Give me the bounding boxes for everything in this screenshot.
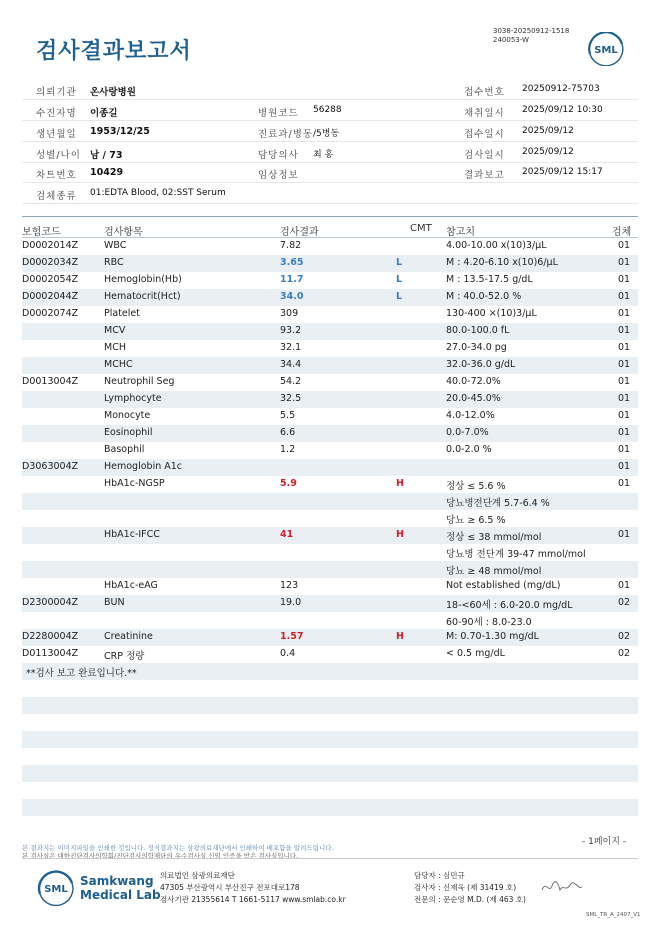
result-reference: 20.0-45.0% bbox=[446, 393, 501, 404]
result-specimen: 01 bbox=[618, 342, 631, 353]
result-code: D3063004Z bbox=[22, 461, 79, 472]
result-code: D0002074Z bbox=[22, 308, 79, 319]
table-row bbox=[22, 357, 638, 374]
result-value: 32.1 bbox=[280, 342, 302, 353]
document-number bbox=[493, 27, 569, 45]
result-name: Hematocrit(Hct) bbox=[104, 291, 181, 302]
result-value: 0.4 bbox=[280, 648, 296, 659]
table-row bbox=[22, 493, 638, 510]
col-ref: 참고치 bbox=[446, 227, 475, 238]
result-value: 5.9 bbox=[280, 478, 297, 489]
specimen-row bbox=[22, 185, 638, 204]
footer-brand bbox=[80, 874, 161, 902]
result-reference: 40.0-72.0% bbox=[446, 376, 501, 387]
result-flag: H bbox=[396, 478, 404, 489]
result-code: D0113004Z bbox=[22, 648, 79, 659]
table-row bbox=[22, 272, 638, 289]
result-specimen: 01 bbox=[618, 325, 631, 336]
result-specimen: 01 bbox=[618, 291, 631, 302]
info-value: 10429 bbox=[90, 167, 124, 178]
footer-org-info bbox=[160, 870, 346, 906]
empty-row bbox=[22, 680, 638, 697]
info-value: 20250912-75703 bbox=[522, 84, 600, 94]
result-name: Eosinophil bbox=[104, 427, 153, 438]
result-reference: 0.0-7.0% bbox=[446, 427, 489, 438]
result-name: CRP 정량 bbox=[104, 651, 145, 662]
result-name: Monocyte bbox=[104, 410, 151, 421]
result-flag: L bbox=[396, 291, 403, 302]
result-name: Lymphocyte bbox=[104, 393, 162, 404]
document-number-line1: 3038-20250912-1518 bbox=[493, 27, 570, 35]
table-row bbox=[22, 425, 638, 442]
info-value: 56288 bbox=[313, 105, 342, 115]
info-value: 온사랑병원 bbox=[90, 87, 136, 98]
info-value: 2025/09/12 10:30 bbox=[522, 105, 603, 115]
info-label: 의뢰기관 bbox=[36, 87, 77, 98]
info-label: 진료과/병동 bbox=[258, 129, 314, 140]
table-row bbox=[22, 408, 638, 425]
result-code: D0002054Z bbox=[22, 274, 79, 285]
footer-logo-icon bbox=[36, 870, 76, 906]
result-reference: 4.00-10.00 x(10)3/μL bbox=[446, 240, 547, 251]
result-value: 34.4 bbox=[280, 359, 302, 370]
result-reference: 0.0-2.0 % bbox=[446, 444, 492, 455]
table-row bbox=[22, 510, 638, 527]
footer-staff-manager: 담당자 : 심민규 bbox=[414, 871, 465, 880]
result-reference: 당뇨 ≥ 6.5 % bbox=[446, 515, 506, 526]
result-name: Hemoglobin(Hb) bbox=[104, 274, 182, 285]
image-notice: 본 결과지는 이미지파일을 인쇄한 것입니다. 정식결과지는 삼광의료재단에서 인쇄하여 배포함을 알려드립니다. bbox=[22, 844, 334, 852]
empty-row bbox=[22, 765, 638, 782]
result-reference: 4.0-12.0% bbox=[446, 410, 495, 421]
footer-address: 47305 부산광역시 부산진구 전포대로178 bbox=[160, 883, 300, 892]
table-row bbox=[22, 561, 638, 578]
info-label: 생년월일 bbox=[36, 129, 77, 140]
specimen-label: 검체종류 bbox=[36, 191, 77, 202]
empty-row bbox=[22, 731, 638, 748]
info-label: 차트번호 bbox=[36, 170, 77, 181]
result-specimen: 02 bbox=[618, 597, 631, 608]
result-reference: 80.0-100.0 fL bbox=[446, 325, 510, 336]
result-name: MCHC bbox=[104, 359, 133, 370]
result-reference: 당뇨병 전단계 39-47 mmol/mol bbox=[446, 549, 586, 560]
info-label: 채취일시 bbox=[464, 108, 505, 119]
table-row bbox=[22, 476, 638, 493]
info-label: 수진자명 bbox=[36, 108, 77, 119]
result-value: 123 bbox=[280, 580, 299, 591]
result-name: MCV bbox=[104, 325, 126, 336]
result-value: 1.57 bbox=[280, 631, 304, 642]
table-row bbox=[22, 612, 638, 629]
result-reference: 당뇨병전단계 5.7-6.4 % bbox=[446, 498, 550, 509]
col-cmt: CMT bbox=[410, 223, 432, 234]
info-label: 결과보고 bbox=[464, 170, 505, 181]
result-value: 19.0 bbox=[280, 597, 302, 608]
table-row bbox=[22, 374, 638, 391]
result-reference: M : 13.5-17.5 g/dL bbox=[446, 274, 533, 285]
result-reference: 정상 ≤ 5.6 % bbox=[446, 481, 506, 492]
info-value: 이종길 bbox=[90, 108, 118, 119]
result-specimen: 01 bbox=[618, 274, 631, 285]
patient-info-row bbox=[22, 164, 638, 183]
form-code: SML_TR_A_2407_V1 bbox=[586, 912, 641, 918]
col-result: 검사결과 bbox=[280, 227, 319, 238]
empty-row bbox=[22, 697, 638, 714]
result-reference: 정상 ≤ 38 mmol/mol bbox=[446, 532, 542, 543]
footer-brand-line2: Medical Lab bbox=[80, 888, 161, 902]
info-value: 2025/09/12 bbox=[522, 126, 574, 136]
table-row bbox=[22, 595, 638, 612]
result-specimen: 02 bbox=[618, 631, 631, 642]
result-specimen: 01 bbox=[618, 410, 631, 421]
info-value: 1953/12/25 bbox=[90, 126, 150, 137]
result-code: D0002034Z bbox=[22, 257, 79, 268]
signature-icon bbox=[540, 878, 584, 896]
result-name: RBC bbox=[104, 257, 124, 268]
patient-info-row bbox=[22, 123, 638, 142]
result-flag: H bbox=[396, 631, 404, 642]
table-row bbox=[22, 306, 638, 323]
result-specimen: 02 bbox=[618, 648, 631, 659]
logo-text: SML bbox=[594, 45, 618, 56]
result-code: D2280004Z bbox=[22, 631, 79, 642]
result-reference: Not established (mg/dL) bbox=[446, 580, 561, 591]
table-row bbox=[22, 578, 638, 595]
result-name: BUN bbox=[104, 597, 125, 608]
table-row bbox=[22, 459, 638, 476]
info-value: /5병동 bbox=[313, 129, 340, 139]
table-row bbox=[22, 442, 638, 459]
col-code: 보험코드 bbox=[22, 227, 61, 238]
result-value: 5.5 bbox=[280, 410, 296, 421]
result-specimen: 01 bbox=[618, 376, 631, 387]
result-reference: 60-90세 : 8.0-23.0 bbox=[446, 617, 532, 628]
completion-note: **검사 보고 완료입니다.** bbox=[26, 668, 137, 679]
result-code: D0013004Z bbox=[22, 376, 79, 387]
result-value: 3.65 bbox=[280, 257, 304, 268]
info-label: 접수일시 bbox=[464, 129, 505, 140]
result-specimen: 01 bbox=[618, 393, 631, 404]
result-flag: L bbox=[396, 257, 403, 268]
result-value: 309 bbox=[280, 308, 299, 319]
result-reference: 27.0-34.0 pg bbox=[446, 342, 507, 353]
table-row bbox=[22, 289, 638, 306]
result-value: 93.2 bbox=[280, 325, 302, 336]
result-reference: M: 0.70-1.30 mg/dL bbox=[446, 631, 539, 642]
result-name: HbA1c-NGSP bbox=[104, 478, 165, 489]
info-label: 접수번호 bbox=[464, 87, 505, 98]
info-label: 담당의사 bbox=[258, 150, 299, 161]
result-specimen: 01 bbox=[618, 444, 631, 455]
result-reference: < 0.5 mg/dL bbox=[446, 648, 505, 659]
col-specimen: 검체 bbox=[612, 227, 632, 238]
info-label: 성별/나이 bbox=[36, 150, 81, 161]
info-label: 임상정보 bbox=[258, 170, 299, 181]
result-specimen: 01 bbox=[618, 580, 631, 591]
footer-brand-line1: Samkwang bbox=[80, 874, 154, 888]
footer-org: 의료법인 삼광의료재단 bbox=[160, 871, 235, 880]
sml-logo-icon bbox=[586, 32, 626, 66]
empty-row bbox=[22, 782, 638, 799]
footer-contact: 검사기관 21355614 T 1661-5117 www.smlab.co.kr bbox=[160, 895, 346, 904]
info-value: 2025/09/12 15:17 bbox=[522, 167, 603, 177]
result-name: Platelet bbox=[104, 308, 140, 319]
footer-staff bbox=[414, 870, 526, 906]
empty-row bbox=[22, 714, 638, 731]
info-value: 남 / 73 bbox=[90, 150, 123, 161]
table-row bbox=[22, 238, 638, 255]
footer-staff-tester: 검사자 : 신재욱 (제 31419 호) bbox=[414, 883, 517, 892]
document-number-line2: 240053-W bbox=[493, 36, 529, 44]
table-row bbox=[22, 527, 638, 544]
page-title: 검사결과보고서 bbox=[36, 39, 192, 64]
result-value: 6.6 bbox=[280, 427, 296, 438]
result-specimen: 01 bbox=[618, 427, 631, 438]
result-reference: 32.0-36.0 g/dL bbox=[446, 359, 516, 370]
patient-info-row bbox=[22, 81, 638, 100]
page-number: - 1페이지 - bbox=[582, 837, 627, 847]
result-code: D0002044Z bbox=[22, 291, 79, 302]
footer-divider bbox=[22, 858, 638, 859]
table-row bbox=[22, 629, 638, 646]
result-name: MCH bbox=[104, 342, 126, 353]
footer-staff-specialist: 전문의 : 문순영 M.D. (제 463 호) bbox=[414, 895, 526, 904]
empty-row bbox=[22, 799, 638, 816]
col-name: 검사항목 bbox=[104, 227, 143, 238]
result-specimen: 01 bbox=[618, 478, 631, 489]
table-row bbox=[22, 646, 638, 663]
result-name: Hemoglobin A1c bbox=[104, 461, 183, 472]
result-reference: M : 4.20-6.10 x(10)6/μL bbox=[446, 257, 558, 268]
result-value: 54.2 bbox=[280, 376, 302, 387]
table-row bbox=[22, 340, 638, 357]
specimen-value: 01:EDTA Blood, 02:SST Serum bbox=[90, 188, 226, 198]
table-row bbox=[22, 544, 638, 561]
result-specimen: 01 bbox=[618, 308, 631, 319]
result-code: D0002014Z bbox=[22, 240, 79, 251]
result-flag: L bbox=[396, 274, 403, 285]
result-name: HbA1c-IFCC bbox=[104, 529, 160, 540]
info-value: 최 홍 bbox=[313, 150, 334, 160]
divider bbox=[22, 216, 638, 217]
result-flag: H bbox=[396, 529, 404, 540]
table-row bbox=[22, 323, 638, 340]
table-row bbox=[22, 255, 638, 272]
result-value: 32.5 bbox=[280, 393, 302, 404]
info-value: 2025/09/12 bbox=[522, 147, 574, 157]
certification-notice: 본 검사실은 대한진단검사의학회/진단검사의학재단의 우수검사실 신임 인증을 받은 검사실입니다. bbox=[22, 852, 299, 860]
result-value: 11.7 bbox=[280, 274, 304, 285]
patient-info-row bbox=[22, 102, 638, 121]
result-name: Creatinine bbox=[104, 631, 153, 642]
result-value: 34.0 bbox=[280, 291, 304, 302]
result-specimen: 01 bbox=[618, 529, 631, 540]
result-name: Neutrophil Seg bbox=[104, 376, 175, 387]
footer-logo-text: SML bbox=[44, 884, 68, 895]
result-value: 1.2 bbox=[280, 444, 296, 455]
table-row bbox=[22, 391, 638, 408]
info-label: 병원코드 bbox=[258, 108, 299, 119]
result-specimen: 01 bbox=[618, 461, 631, 472]
result-code: D2300004Z bbox=[22, 597, 79, 608]
empty-row bbox=[22, 748, 638, 765]
patient-info-row bbox=[22, 144, 638, 163]
info-label: 검사일시 bbox=[464, 150, 505, 161]
result-name: Basophil bbox=[104, 444, 145, 455]
result-value: 7.82 bbox=[280, 240, 302, 251]
result-value: 41 bbox=[280, 529, 294, 540]
result-specimen: 01 bbox=[618, 257, 631, 268]
result-name: HbA1c-eAG bbox=[104, 580, 158, 591]
result-specimen: 01 bbox=[618, 359, 631, 370]
result-specimen: 01 bbox=[618, 240, 631, 251]
completion-row bbox=[22, 663, 638, 680]
results-column-headers bbox=[22, 222, 638, 238]
result-reference: 당뇨 ≥ 48 mmol/mol bbox=[446, 566, 542, 577]
result-reference: 130-400 ×(10)3/μL bbox=[446, 308, 537, 319]
result-reference: M : 40.0-52.0 % bbox=[446, 291, 522, 302]
result-reference: 18-<60세 : 6.0-20.0 mg/dL bbox=[446, 600, 573, 611]
result-name: WBC bbox=[104, 240, 127, 251]
